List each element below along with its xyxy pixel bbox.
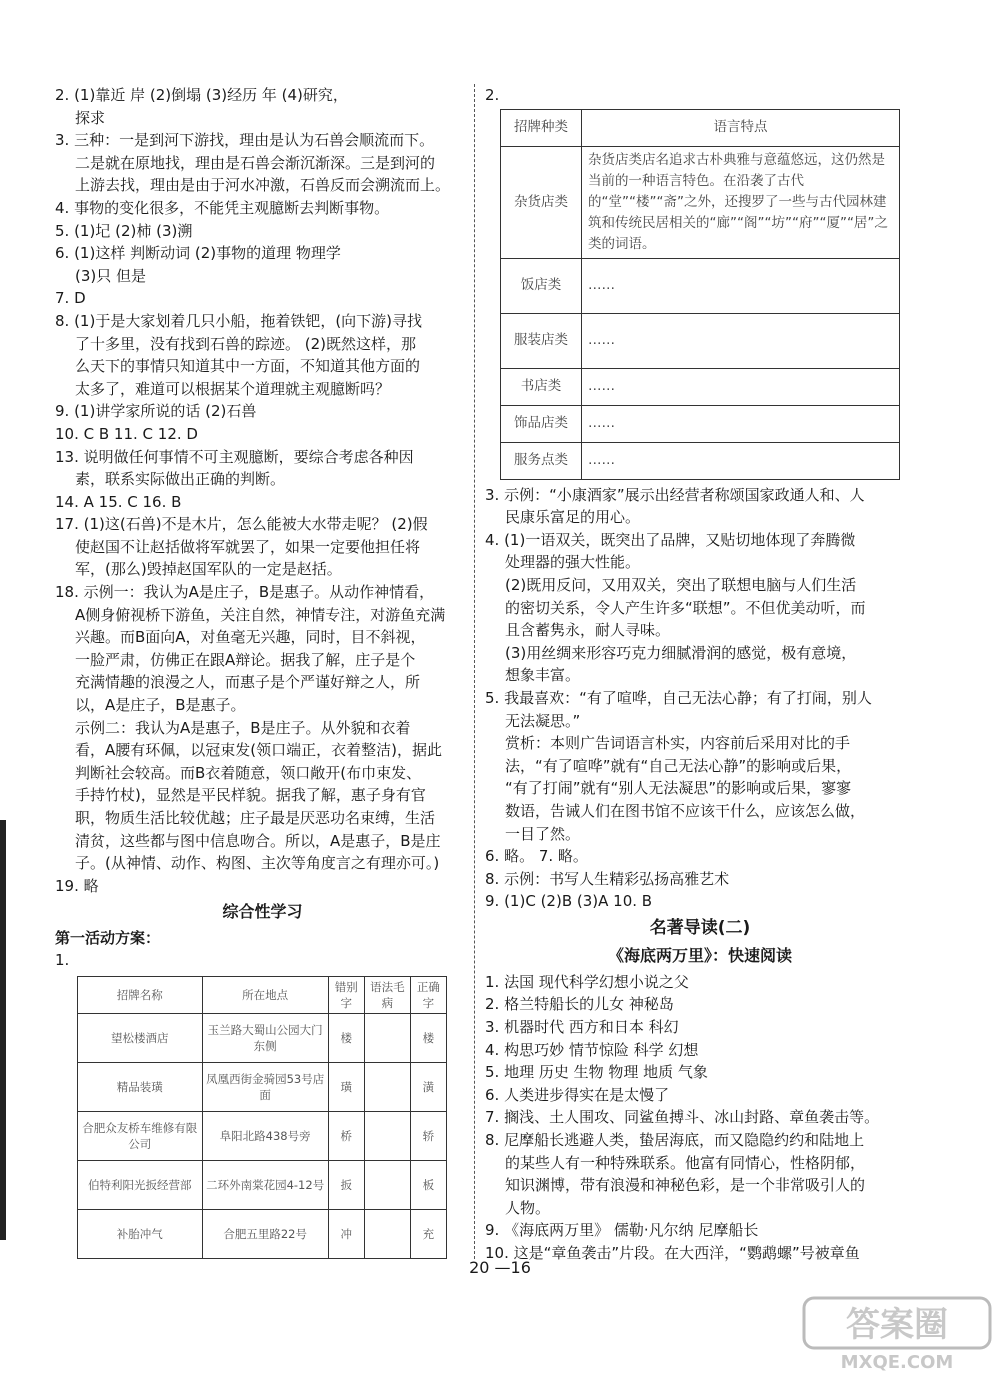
table-cell (364, 1013, 410, 1062)
table-cell: 轿 (410, 1111, 446, 1160)
answer-line: 充满情趣的浪漫之人，而惠子是个严谨好辩之人，所 (75, 673, 421, 692)
table-cell: …… (582, 258, 900, 313)
answer-line: 探求 (75, 108, 106, 127)
page-number: 20 —16 (469, 1258, 531, 1277)
answer-line: 6. 略。 7. 略。 (485, 847, 588, 866)
answer-line: 18. 示例一：我认为A是庄子，B是惠子。从动作神情看， (55, 583, 435, 602)
section-title-comprehensive: 综合性学习 (222, 902, 303, 922)
answer-line: 兴趣。而B面向A，对鱼毫无兴趣，同时，目不斜视， (75, 628, 426, 647)
table-cell: …… (582, 405, 900, 442)
answer-line: 清贫，这些都与图中信息吻合。所以，A是惠子，B是庄 (75, 831, 441, 850)
table-header-cell: 语言特点 (582, 109, 900, 146)
answer-line: 3. 示例：“小康酒家”展示出经营者称颂国家政通人和、人 (485, 485, 865, 504)
table-cell (364, 1111, 410, 1160)
answer-line: 了十多里，没有找到石兽的踪迹。 (2)既然这样，那 (75, 334, 417, 353)
answer-line: 10. 这是“章鱼袭击”片段。在大西洋，“鹦鹉螺”号被章鱼 (485, 1244, 860, 1262)
table-row (501, 405, 900, 442)
answer-line: 知识渊博，带有浪漫和神秘色彩，是一个非常吸引人的 (505, 1176, 866, 1195)
answer-line: 7. 搁浅、土人围攻、同鲨鱼搏斗、冰山封路、章鱼袭击等。 (485, 1108, 880, 1127)
answer-line: 人物。 (505, 1198, 551, 1217)
table-header-cell: 语法毛病 (364, 976, 410, 1013)
answer-list-right (485, 484, 915, 913)
answer-line: (3)用丝绸来形容巧克力细腻滑润的感觉，极有意境， (505, 643, 857, 662)
table-header-cell: 招牌种类 (501, 109, 582, 146)
answer-line: 示例二：我认为A是惠子，B是庄子。从外貌和衣着 (75, 718, 411, 737)
table-cell: 阜阳北路438号旁 (202, 1111, 328, 1160)
table-cell: 合肥众友桥车维修有限公司 (78, 1111, 203, 1160)
section-subtitle-classics: 《海底两万里》：快速阅读 (607, 945, 792, 965)
table-row (501, 313, 900, 368)
answer-line: 8. 示例：书写人生精彩弘扬高雅艺术 (485, 869, 730, 888)
table-cell: 玉兰路大蜀山公园大门东侧 (202, 1013, 328, 1062)
table-cell: 杂货店类 (501, 146, 582, 258)
answer-line: 上游去找，理由是由于河水冲激，石兽反而会溯流而上。 (75, 176, 451, 195)
answer-line: 9. (1)C (2)B (3)A 10. B (485, 892, 653, 911)
answer-line: 4. 事物的变化很多，不能凭主观臆断去判断事物。 (55, 198, 390, 217)
table-cell: …… (582, 442, 900, 479)
answer-line: 看，A腰有环佩，以冠束发(领口端正，衣着整洁)，据此 (75, 741, 442, 760)
answer-line: 且含蓄隽永，耐人寻味。 (505, 621, 671, 640)
answer-line: 职，物质生活比较优越；庄子最是厌恶功名束缚，生活 (75, 809, 436, 827)
table-cell: 璜 (328, 1062, 364, 1111)
table-row (78, 1160, 447, 1209)
table-row (501, 442, 900, 479)
table-cell: 书店类 (501, 368, 582, 405)
answer-line: 手持竹杖)，显然是平民样貌。据我了解，惠子身有官 (75, 786, 426, 805)
answer-line: 太多了，难道可以根据某个道理就主观臆断吗？ (75, 379, 391, 398)
answer-line: 13. 说明做任何事情不可主观臆断，要综合考虑各种因 (55, 447, 414, 466)
table-row (78, 1111, 447, 1160)
table-cell (364, 1160, 410, 1209)
answer-line: 17. (1)这(石兽)不是木片，怎么能被大水带走呢？ (2)假 (55, 515, 428, 534)
table-cell: 服务点类 (501, 442, 582, 479)
table-cell: 补胎冲气 (78, 1209, 203, 1258)
watermark-logo (802, 1294, 992, 1374)
table-cell: 楼 (328, 1013, 364, 1062)
answer-line: 14. A 15. C 16. B (55, 492, 182, 511)
table-header-cell: 招牌名称 (78, 976, 203, 1013)
watermark-url: MXQE.COM (840, 1352, 954, 1373)
answer-line: 3. 三种：一是到河下游找，理由是认为石兽会顺流而下。 (55, 131, 435, 150)
table-cell: 饰品店类 (501, 405, 582, 442)
table-cell: 充 (410, 1209, 446, 1258)
table-header-cell: 所在地点 (202, 976, 328, 1013)
table-cell: 望松楼酒店 (78, 1013, 203, 1062)
answer-line: 民康乐富足的用心。 (505, 508, 641, 527)
answer-line: 5. (1)圮 (2)柿 (3)溯 (55, 221, 193, 240)
answer-line: 5. 我最喜欢：“有了喧哗，自己无法心静；有了打闹，别人 (485, 688, 872, 707)
answer-line: 10. C B 11. C 12. D (55, 424, 198, 443)
answer-line: 赏析：本则广告词语言朴实，内容前后采用对比的手 (505, 734, 851, 753)
table-cell: 合肥五里路22号 (202, 1209, 328, 1258)
answer-line: 一目了然。 (505, 824, 581, 843)
answer-line: “有了打闹”就有“别人无法凝思”的影响或后果，寥寥 (505, 779, 852, 798)
answer-line: 1. 法国 现代科学幻想小说之父 (485, 972, 689, 991)
answer-line: 3. 机器时代 西方和日本 科幻 (485, 1018, 679, 1037)
answer-line: 么天下的事情只知道其中一方面，不知道其他方面的 (75, 357, 421, 376)
table-cell: 精品装璜 (78, 1062, 203, 1111)
table-cell: 扳 (328, 1160, 364, 1209)
column-divider (474, 84, 475, 1259)
table-cell: 服装店类 (501, 313, 582, 368)
table-cell: 凤凰西街金骑园53号店面 (202, 1062, 328, 1111)
table-cell: 二环外南棠花园4-12号 (202, 1160, 328, 1209)
table-cell: 潢 (410, 1062, 446, 1111)
watermark-text: 答案圈 (846, 1305, 948, 1345)
table-header-cell: 错别字 (328, 976, 364, 1013)
table-header-cell: 正确字 (410, 976, 446, 1013)
answer-line: 数语，告诫人们在图书馆不应该干什么，应该怎么做， (505, 801, 866, 820)
table-row (78, 1209, 447, 1258)
answer-line: 法，“有了喧哗”就有“自己无法心静”的影响或后果， (505, 756, 852, 775)
answer-line: 想象丰富。 (505, 666, 581, 685)
question-2-label: 2. (485, 86, 500, 104)
answer-line: 的某些人有一种特殊联系。他富有同情心，性格阴郁， (505, 1153, 866, 1172)
table-cell (364, 1209, 410, 1258)
table-row (501, 258, 900, 313)
answer-line: 无法凝思。” (505, 711, 581, 730)
table-cell: 板 (410, 1160, 446, 1209)
table-cell: 桥 (328, 1111, 364, 1160)
answer-line: 8. (1)于是大家划着几只小船，拖着铁钯，(向下游)寻找 (55, 311, 423, 330)
answer-list-left (55, 84, 470, 897)
answer-line: 5. 地理 历史 生物 物理 地质 气象 (485, 1063, 708, 1082)
answer-line: 4. 构思巧妙 情节惊险 科学 幻想 (485, 1040, 699, 1059)
answer-line: (3)只 但是 (75, 266, 147, 285)
answer-line: 19. 略 (55, 876, 99, 895)
activity-label: 第一活动方案： (55, 929, 161, 948)
signboard-language-table (500, 109, 900, 480)
answer-line: 使赵国不让赵括做将军就罢了，如果一定要他担任将 (75, 537, 421, 556)
signboard-error-table (77, 976, 447, 1259)
table-row (78, 1013, 447, 1062)
table-row (78, 1062, 447, 1111)
answer-line: 2. (1)靠近 岸 (2)倒塌 (3)经历 年 (4)研究， (55, 86, 348, 104)
table-cell: …… (582, 313, 900, 368)
answer-line: 一脸严肃，仿佛正在跟A辩论。据我了解，庄子是个 (75, 650, 416, 669)
table-cell (364, 1062, 410, 1111)
answer-line: A侧身俯视桥下游鱼，关注自然，神情专注，对游鱼充满 (75, 605, 446, 624)
section-title-classics: 名著导读(二) (649, 917, 751, 938)
table-cell: …… (582, 368, 900, 405)
scan-edge-shadow (0, 820, 6, 1240)
answer-line: 以，A是庄子，B是惠子。 (75, 696, 246, 715)
answer-line: 判断社会较高。而B衣着随意，领口敞开(布巾束发、 (75, 763, 422, 782)
table-cell: 杂货店类店名追求古朴典雅与意蕴悠远，这仍然是当前的一种语言特色。在沿袭了古代的“堂”“楼”“斋”之外，还搜罗了一些与古代园林建筑和传统民居相关的“廊”“阁”“坊”“府”“厦”“居”之类的词语。 (582, 146, 900, 258)
answer-line: 7. D (55, 289, 86, 308)
answer-line: 2. 格兰特船长的儿女 神秘岛 (485, 995, 674, 1014)
answer-line: 军，(那么)毁掉赵国军队的一定是赵括。 (75, 560, 342, 579)
answer-line: 9. 《海底两万里》 儒勒·凡尔纳 尼摩船长 (485, 1221, 759, 1240)
answer-line: 的密切关系，令人产生许多“联想”。不但优美动听，而 (505, 598, 866, 617)
table-cell: 冲 (328, 1209, 364, 1258)
answer-line: 4. (1)一语双关，既突出了品牌，又贴切地体现了奔腾微 (485, 530, 856, 549)
answer-line: 素，联系实际做出正确的判断。 (75, 470, 286, 489)
table-cell: 楼 (410, 1013, 446, 1062)
answer-line: 6. (1)这样 判断动词 (2)事物的道理 物理学 (55, 244, 341, 263)
table-cell: 饭店类 (501, 258, 582, 313)
table-row (501, 146, 900, 258)
table-header-row (78, 976, 447, 1013)
answer-line: 6. 人类进步得实在是太慢了 (485, 1085, 670, 1104)
table-cell: 伯特利阳光扳经营部 (78, 1160, 203, 1209)
right-column (485, 84, 915, 1265)
answer-line: 二是就在原地找，理由是石兽会渐沉渐深。三是到河的 (75, 153, 436, 172)
answer-line: 8. 尼摩船长逃避人类，蛰居海底，而又隐隐约约和陆地上 (485, 1131, 865, 1150)
answer-line: 子。(从神情、动作、构图、主次等角度言之有理亦可。) (75, 854, 440, 873)
table-row (501, 368, 900, 405)
answer-line: 处理器的强大性能。 (505, 553, 641, 572)
left-column (55, 84, 470, 1263)
answer-list-classics (485, 971, 915, 1265)
answer-line: (2)既用反问，又用双关，突出了联想电脑与人们生活 (505, 575, 857, 594)
question-1-label: 1. (55, 951, 70, 970)
table-header-row (501, 109, 900, 146)
answer-line: 9. (1)讲学家所说的话 (2)石兽 (55, 402, 257, 421)
